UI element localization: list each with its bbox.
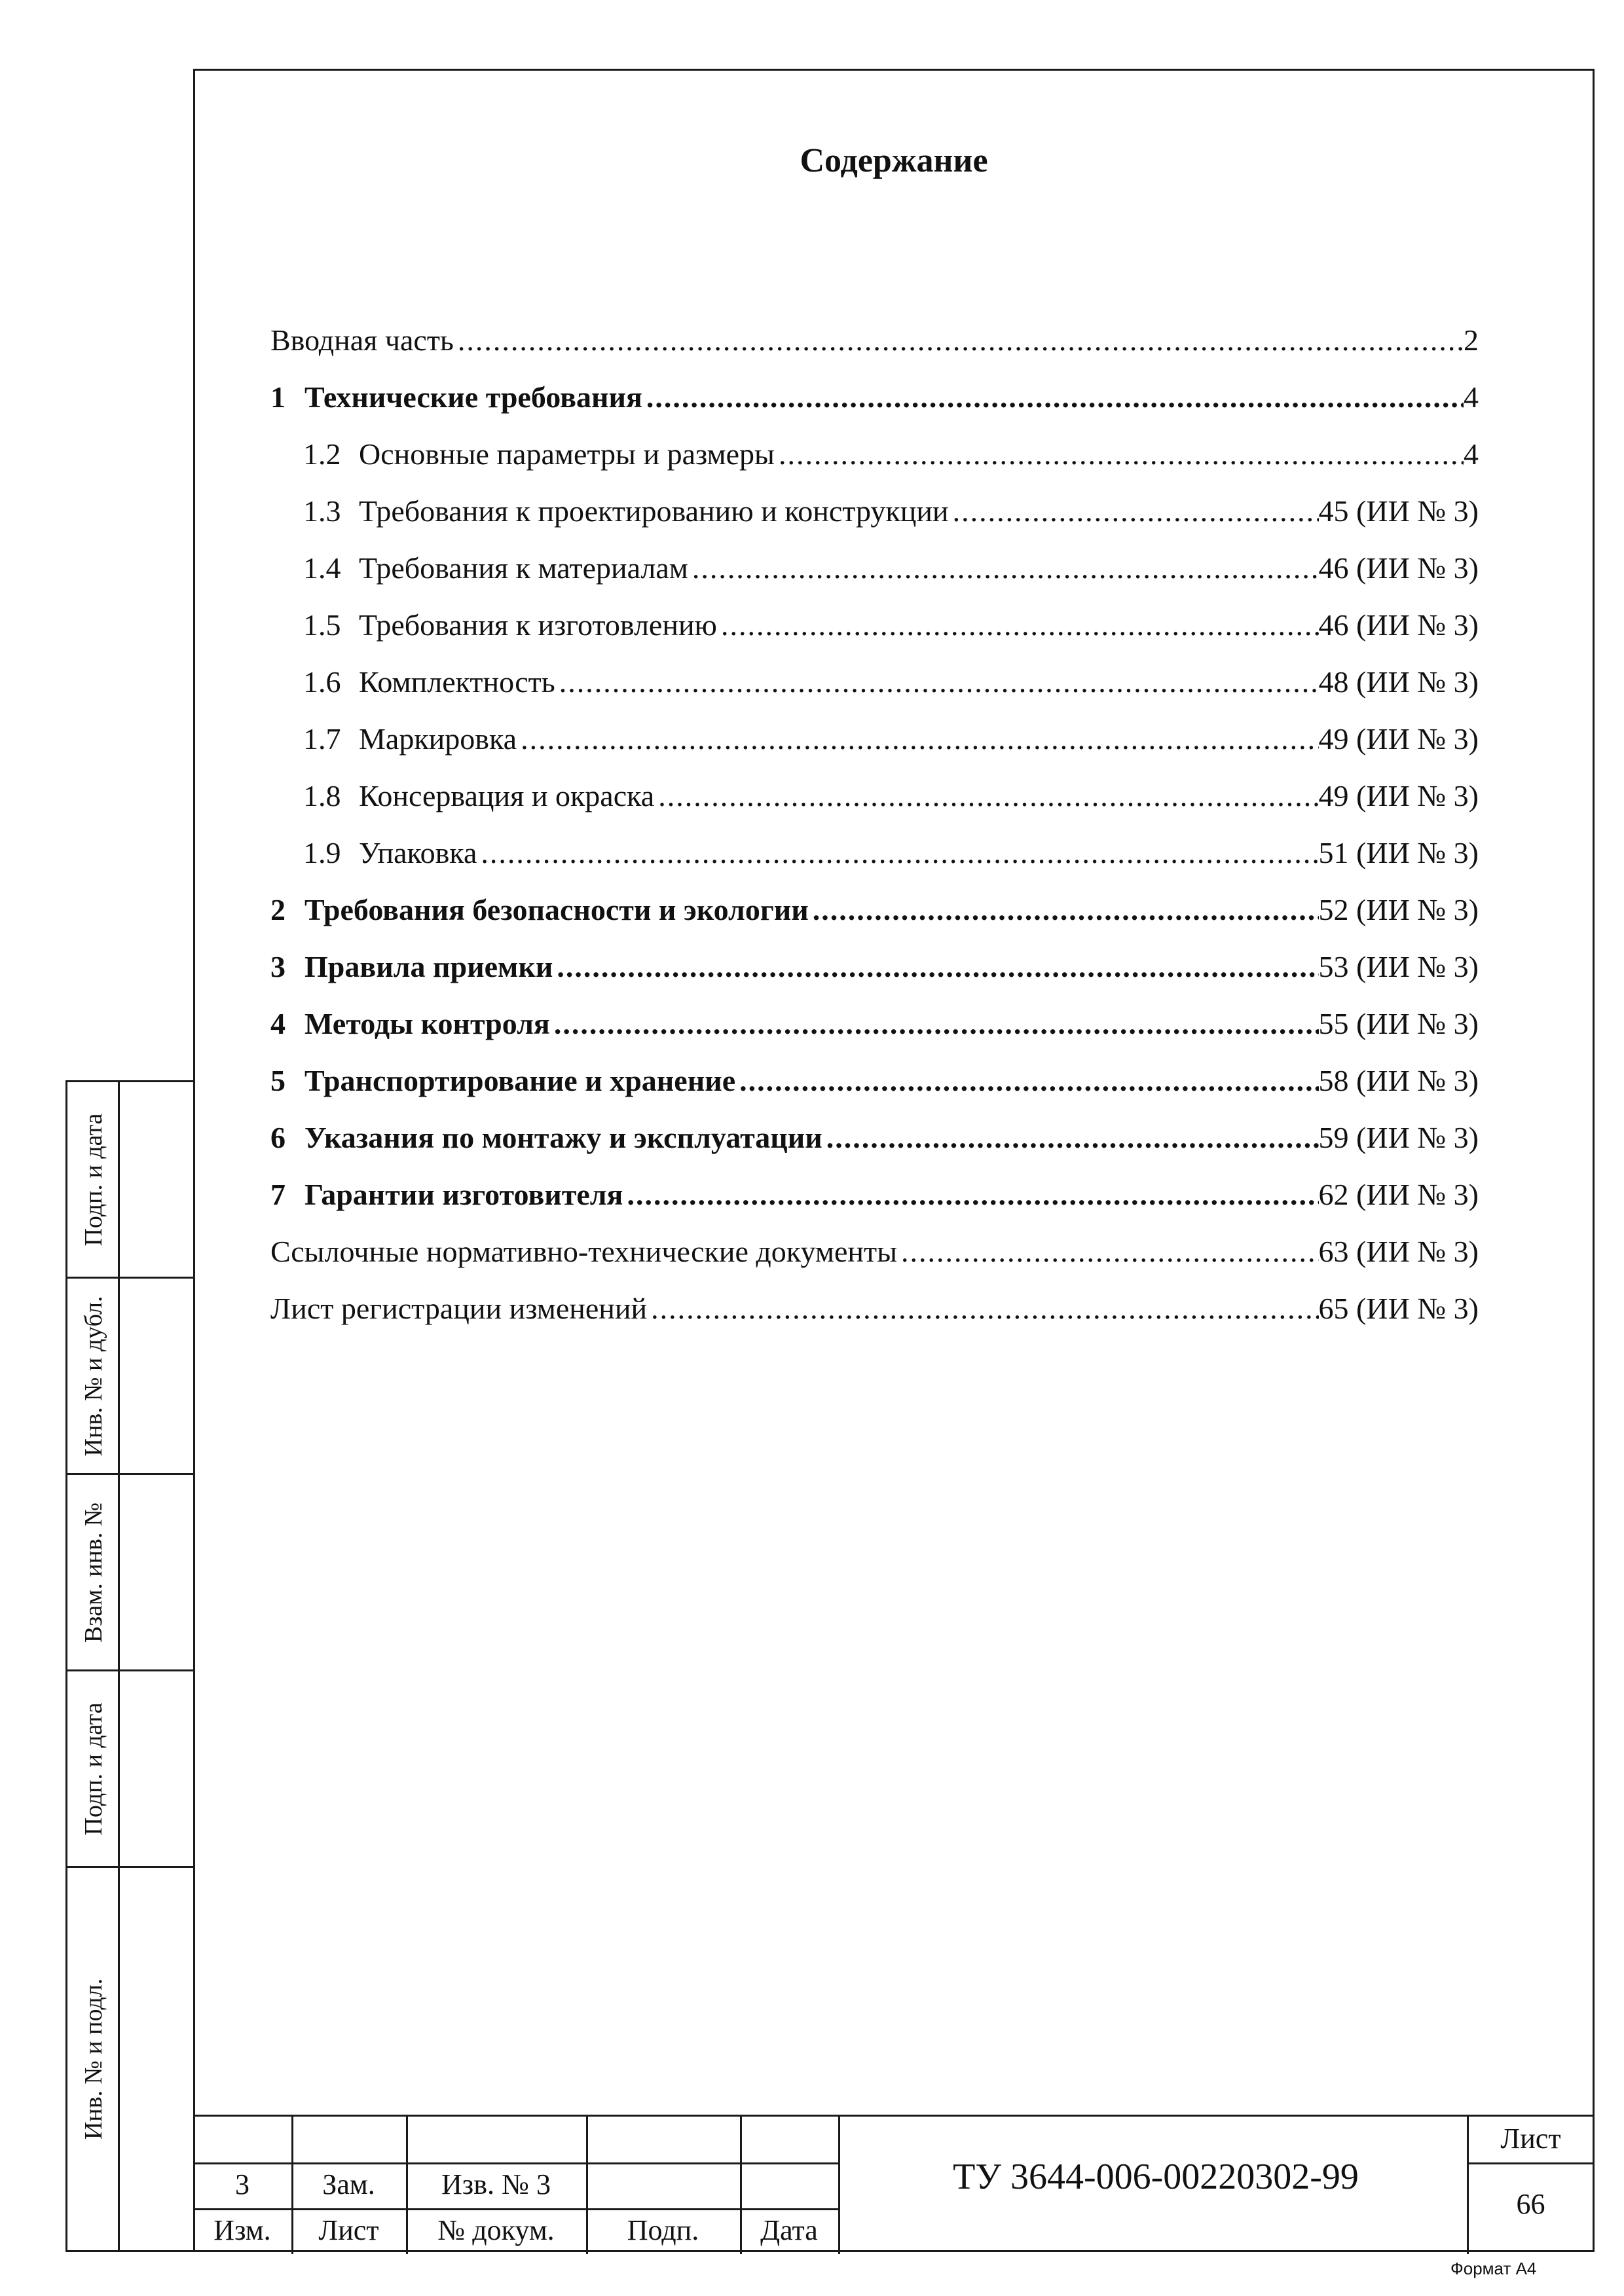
format-label: Формат А4 xyxy=(1450,2259,1537,2278)
toc-dot-leader xyxy=(647,1291,1318,1326)
rev-doc-value: Изв. № 3 xyxy=(441,2168,551,2200)
toc-dot-leader xyxy=(688,551,1319,585)
side-label: Взам. инв. № xyxy=(80,1502,107,1643)
toc-entry-number: 1.3 xyxy=(303,494,341,528)
toc-entry-title: Основные параметры и размеры xyxy=(359,437,775,471)
toc-entry xyxy=(303,835,1479,870)
toc-dot-leader xyxy=(809,892,1319,927)
side-label: Подп. и дата xyxy=(80,1702,107,1836)
toc-entry-title: Комплектность xyxy=(359,665,555,699)
toc-entry-number: 1.2 xyxy=(303,437,341,471)
toc-entry-number: 1.9 xyxy=(303,836,341,869)
document-code: ТУ 3644-006-00220302-99 xyxy=(953,2157,1359,2197)
toc-entry-number: 1 xyxy=(270,380,286,414)
sheet-label: Лист xyxy=(1500,2123,1561,2155)
header-izm: Изм. xyxy=(213,2214,271,2246)
toc-entry-number: 1.7 xyxy=(303,722,341,756)
toc-dot-leader xyxy=(642,380,1464,414)
toc-entry xyxy=(270,1234,1479,1269)
toc-entry-page: 52 (ИИ № 3) xyxy=(1318,893,1479,926)
toc-entry xyxy=(303,778,1479,813)
toc-entry-page: 4 xyxy=(1464,437,1479,471)
toc-entry-number: 4 xyxy=(270,1007,286,1040)
side-cell-inv-podl xyxy=(67,1866,195,2252)
header-doc: № докум. xyxy=(437,2214,555,2246)
sheet-number: 66 xyxy=(1516,2188,1545,2220)
toc-entry xyxy=(270,1177,1479,1212)
toc-dot-leader xyxy=(553,949,1318,984)
toc-entry xyxy=(303,551,1479,585)
side-cell-inv-dubl xyxy=(67,1277,195,1473)
toc-entry-page: 55 (ИИ № 3) xyxy=(1318,1007,1479,1040)
toc-entry-page: 45 (ИИ № 3) xyxy=(1318,494,1479,528)
toc-entry-title: Требования безопасности и экологии xyxy=(304,893,809,926)
side-stamp xyxy=(65,1080,195,2252)
toc-entry-number: 5 xyxy=(270,1064,286,1097)
toc-entry xyxy=(270,380,1479,414)
toc-entry-title: Требования к проектированию и конструкции xyxy=(359,494,949,528)
toc-dot-leader xyxy=(822,1120,1319,1155)
toc-entry-page: 48 (ИИ № 3) xyxy=(1318,665,1479,699)
toc-entry-page: 46 (ИИ № 3) xyxy=(1318,608,1479,642)
toc-dot-leader xyxy=(550,1006,1319,1041)
toc-entry xyxy=(303,721,1479,756)
toc-entry-page: 46 (ИИ № 3) xyxy=(1318,551,1479,585)
toc-entry-title: Консервация и окраска xyxy=(359,779,655,812)
toc-dot-leader xyxy=(623,1177,1318,1212)
toc-dot-leader xyxy=(454,323,1464,357)
toc-entry-title: Требования к материалам xyxy=(359,551,688,585)
side-cell-vzam-inv xyxy=(67,1473,195,1669)
toc-entry-number: 7 xyxy=(270,1178,286,1211)
toc-entry xyxy=(270,892,1479,927)
side-cell-podp-data-1 xyxy=(67,1080,195,1277)
toc-entry xyxy=(270,1063,1479,1098)
toc-entry-title: Гарантии изготовителя xyxy=(304,1178,623,1211)
toc-entry xyxy=(270,1120,1479,1155)
toc-dot-leader xyxy=(735,1063,1318,1098)
header-list: Лист xyxy=(318,2214,379,2246)
toc-dot-leader xyxy=(654,778,1318,813)
page-frame xyxy=(193,69,1595,2252)
toc-entry xyxy=(303,665,1479,699)
toc-entry-title: Упаковка xyxy=(359,836,477,869)
toc-entry xyxy=(270,1291,1479,1326)
toc-entry-title: Ссылочные нормативно-технические документы xyxy=(270,1235,898,1268)
toc-entry-title: Указания по монтажу и эксплуатации xyxy=(304,1121,822,1154)
toc-entry-page: 63 (ИИ № 3) xyxy=(1318,1235,1479,1268)
toc-entry-number: 1.8 xyxy=(303,779,341,812)
toc-dot-leader xyxy=(949,494,1319,528)
toc-entry xyxy=(303,494,1479,528)
toc-entry-page: 2 xyxy=(1464,323,1479,357)
toc-entry-number: 1.6 xyxy=(303,665,341,699)
toc-entry-title: Методы контроля xyxy=(304,1007,550,1040)
toc-dot-leader xyxy=(717,608,1319,642)
toc-entry xyxy=(303,608,1479,642)
document-title: Содержание xyxy=(800,142,988,179)
toc-entry-page: 49 (ИИ № 3) xyxy=(1318,722,1479,756)
toc-entry xyxy=(270,1006,1479,1041)
toc-entry-title: Маркировка xyxy=(359,722,517,756)
header-podp: Подп. xyxy=(627,2214,699,2246)
toc-entry-title: Технические требования xyxy=(304,380,642,414)
side-label: Подп. и дата xyxy=(80,1112,107,1247)
toc-entry xyxy=(270,949,1479,984)
rev-list-value: Зам. xyxy=(322,2168,375,2200)
toc-dot-leader xyxy=(555,665,1319,699)
toc-entry-page: 58 (ИИ № 3) xyxy=(1318,1064,1479,1097)
toc-entry-number: 3 xyxy=(270,950,286,983)
side-cell-podp-data-2 xyxy=(67,1669,195,1866)
toc-entry xyxy=(270,323,1479,357)
toc-entry-number: 1.4 xyxy=(303,551,341,585)
toc-entry-page: 62 (ИИ № 3) xyxy=(1318,1178,1479,1211)
rev-izm-value: 3 xyxy=(235,2168,249,2200)
toc-entry-title: Требования к изготовлению xyxy=(359,608,717,642)
side-label: Инв. № и дубл. xyxy=(80,1296,107,1456)
toc-entry-number: 2 xyxy=(270,893,286,926)
toc-entry-number: 1.5 xyxy=(303,608,341,642)
toc-dot-leader xyxy=(517,721,1318,756)
toc-dot-leader xyxy=(775,437,1464,471)
toc-entry-page: 65 (ИИ № 3) xyxy=(1318,1292,1479,1325)
toc-entry-title: Вводная часть xyxy=(270,323,454,357)
toc-entry-page: 59 (ИИ № 3) xyxy=(1318,1121,1479,1154)
toc-entry-page: 4 xyxy=(1464,380,1479,414)
toc-entry xyxy=(303,437,1479,471)
toc-entry-page: 49 (ИИ № 3) xyxy=(1318,779,1479,812)
title-block xyxy=(193,2115,1595,2252)
header-data: Дата xyxy=(760,2214,818,2246)
toc-entry-page: 53 (ИИ № 3) xyxy=(1318,950,1479,983)
toc-dot-leader xyxy=(897,1234,1319,1269)
toc-dot-leader xyxy=(477,835,1318,870)
side-label: Инв. № и подл. xyxy=(80,1978,107,2140)
toc-entry-number: 6 xyxy=(270,1121,286,1154)
toc-entry-title: Правила приемки xyxy=(304,950,553,983)
toc-entry-title: Транспортирование и хранение xyxy=(304,1064,736,1097)
toc-entry-page: 51 (ИИ № 3) xyxy=(1318,836,1479,869)
toc-entry-title: Лист регистрации изменений xyxy=(270,1292,648,1325)
